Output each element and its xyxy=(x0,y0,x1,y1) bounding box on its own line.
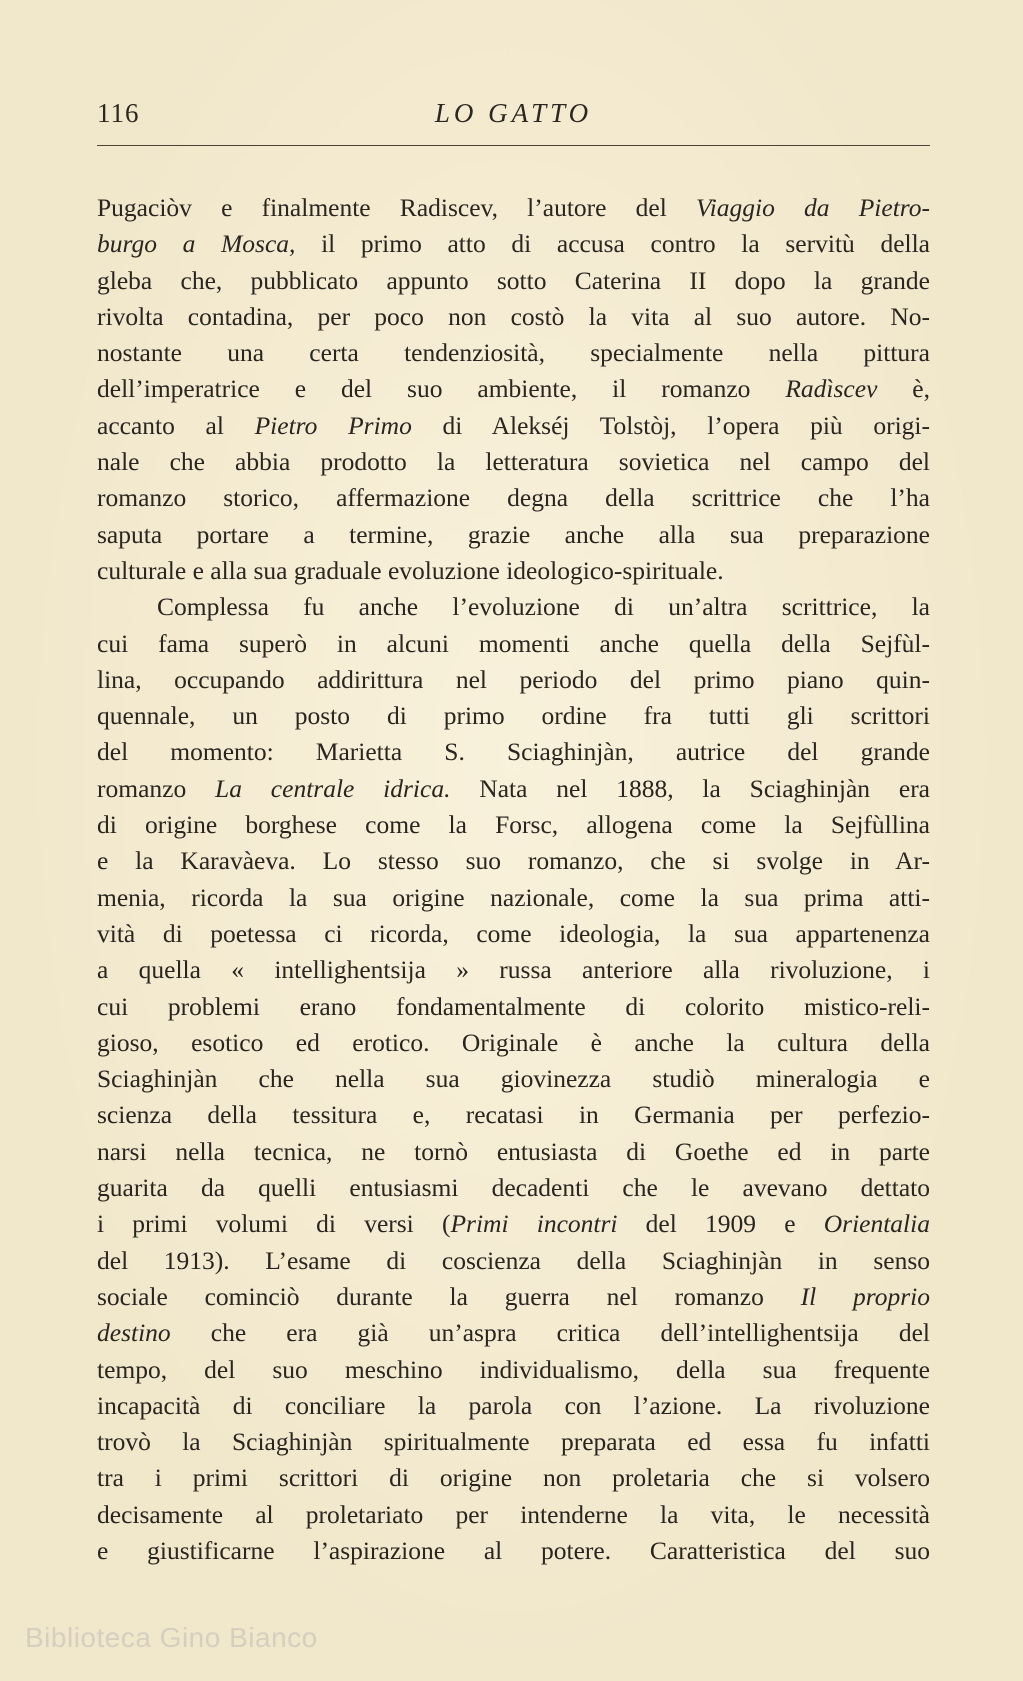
page-header xyxy=(97,98,930,134)
text-line xyxy=(97,698,930,734)
text-line xyxy=(97,1206,930,1242)
text-line xyxy=(97,1243,930,1279)
text-segment: narsi nella tecnica, ne tornò entusiasta di Goethe ed in parte xyxy=(97,1136,930,1166)
text-segment: a quella « intellighentsija » russa anteriore alla rivoluzione, i xyxy=(97,955,930,985)
page-number: 116 xyxy=(97,98,140,128)
text-line xyxy=(97,444,930,480)
text-line xyxy=(97,371,930,407)
text-segment: incapacità di conciliare la parola con l’azione. La rivoluzione xyxy=(97,1390,930,1420)
text-line xyxy=(97,1170,930,1206)
text-line xyxy=(97,880,930,916)
header-rule xyxy=(97,145,930,146)
text-segment: di Alekséj Tolstòj, l’opera più origi- xyxy=(411,410,931,440)
text-segment: i primi volumi di versi ( xyxy=(97,1209,451,1239)
text-segment: gioso, esotico ed erotico. Originale è anche la cultura della xyxy=(97,1027,930,1057)
text-line xyxy=(97,335,930,371)
italic-title: Primi incontri xyxy=(450,1209,618,1239)
italic-title: burgo a Mosca, xyxy=(97,229,296,259)
italic-title: destino xyxy=(97,1318,171,1348)
text-segment: che era già un’aspra critica dell’intellighentsija del xyxy=(170,1318,930,1348)
text-segment: nale che abbia prodotto la letteratura sovietica nel campo del xyxy=(97,447,930,477)
running-title: LO GATTO xyxy=(434,98,593,128)
italic-title: Il proprio xyxy=(800,1281,931,1311)
text-line xyxy=(97,299,930,335)
text-segment: il primo atto di accusa contro la servitù della xyxy=(295,229,930,259)
text-line xyxy=(97,662,930,698)
watermark: Biblioteca Gino Bianco xyxy=(25,1622,318,1653)
text-segment: Nata nel 1888, la Sciaghinjàn era xyxy=(450,773,931,803)
text-segment: menia, ricorda la sua origine nazionale, come la sua prima atti- xyxy=(97,882,930,912)
text-segment: Complessa fu anche l’evoluzione di un’altra scrittrice, la xyxy=(157,592,930,622)
text-line xyxy=(97,771,930,807)
text-line xyxy=(97,843,930,879)
text-line xyxy=(97,626,930,662)
text-line xyxy=(97,952,930,988)
italic-title: Radìscev xyxy=(785,374,878,404)
text-line xyxy=(97,1388,930,1424)
text-line xyxy=(97,226,930,262)
text-segment: cui fama superò in alcuni momenti anche quella della Sejfùl- xyxy=(97,628,930,658)
text-line xyxy=(97,1460,930,1496)
text-line xyxy=(97,1352,930,1388)
text-line xyxy=(97,1134,930,1170)
text-segment: e la Karavàeva. Lo stesso suo romanzo, che si svolge in Ar- xyxy=(97,846,930,876)
text-segment: di origine borghese come la Forsc, allogena come la Sejfùllina xyxy=(97,810,930,840)
text-line xyxy=(97,408,930,444)
text-segment: scienza della tessitura e, recatasi in Germania per perfezio- xyxy=(97,1100,930,1130)
text-line xyxy=(97,1097,930,1133)
text-segment: quennale, un posto di primo ordine fra tutti gli scrittori xyxy=(97,701,930,731)
text-line xyxy=(97,1025,930,1061)
text-segment: trovò la Sciaghinjàn spiritualmente preparata ed essa fu infatti xyxy=(97,1427,930,1457)
text-line xyxy=(97,589,930,625)
text-line xyxy=(97,807,930,843)
text-segment: culturale e alla sua graduale evoluzione ideologico-spirituale. xyxy=(97,555,724,585)
text-segment: del momento: Marietta S. Sciaghinjàn, autrice del grande xyxy=(97,737,930,767)
text-segment: dell’imperatrice e del suo ambiente, il romanzo xyxy=(97,374,786,404)
text-segment: lina, occupando addirittura nel periodo del primo piano quin- xyxy=(97,664,930,694)
text-line xyxy=(97,916,930,952)
text-segment: Pugaciòv e finalmente Radiscev, l’autore del xyxy=(97,193,696,222)
text-segment: sociale cominciò durante la guerra nel romanzo xyxy=(97,1281,801,1311)
text-segment: decisamente al proletariato per intenderne la vita, le necessità xyxy=(97,1499,930,1529)
text-segment: gleba che, pubblicato appunto sotto Caterina II dopo la grande xyxy=(97,265,930,295)
text-line xyxy=(97,1061,930,1097)
text-segment: rivolta contadina, per poco non costò la vita al suo autore. No- xyxy=(97,301,930,331)
text-segment: accanto al xyxy=(97,410,255,440)
text-segment: romanzo xyxy=(97,773,216,803)
text-line xyxy=(97,734,930,770)
text-segment: romanzo storico, affermazione degna della scrittrice che l’ha xyxy=(97,483,930,513)
italic-title: La centrale idrica. xyxy=(215,773,451,803)
text-segment: del 1913). L’esame di coscienza della Sciaghinjàn in senso xyxy=(97,1245,930,1275)
italic-title: Orientalia xyxy=(823,1209,930,1239)
text-line xyxy=(97,989,930,1025)
text-segment: nostante una certa tendenziosità, specialmente nella pittura xyxy=(97,338,930,368)
italic-title: Viaggio da Pietro- xyxy=(696,193,931,222)
italic-title: Pietro Primo xyxy=(254,410,412,440)
text-segment: cui problemi erano fondamentalmente di colorito mistico-reli- xyxy=(97,991,930,1021)
text-line xyxy=(97,480,930,516)
text-line xyxy=(97,1533,930,1569)
text-segment: vità di poetessa ci ricorda, come ideologia, la sua appartenenza xyxy=(97,918,930,948)
text-segment: è, xyxy=(877,374,930,404)
text-line xyxy=(97,263,930,299)
text-segment: Sciaghinjàn che nella sua giovinezza studiò mineralogia e xyxy=(97,1064,930,1094)
text-line xyxy=(97,1279,930,1315)
text-line xyxy=(97,553,930,589)
text-line xyxy=(97,1497,930,1533)
body-text xyxy=(97,190,930,1569)
text-line xyxy=(97,1424,930,1460)
text-segment: del 1909 e xyxy=(617,1209,824,1239)
text-line xyxy=(97,517,930,553)
text-segment: guarita da quelli entusiasmi decadenti che le avevano dettato xyxy=(97,1173,930,1203)
text-segment: e giustificarne l’aspirazione al potere. Caratteristica del suo xyxy=(97,1535,930,1565)
text-segment: tra i primi scrittori di origine non proletaria che si volsero xyxy=(97,1463,930,1493)
text-segment: saputa portare a termine, grazie anche alla sua preparazione xyxy=(97,519,930,549)
text-line xyxy=(97,1315,930,1351)
text-line xyxy=(97,190,930,226)
text-segment: tempo, del suo meschino individualismo, della sua frequente xyxy=(97,1354,930,1384)
